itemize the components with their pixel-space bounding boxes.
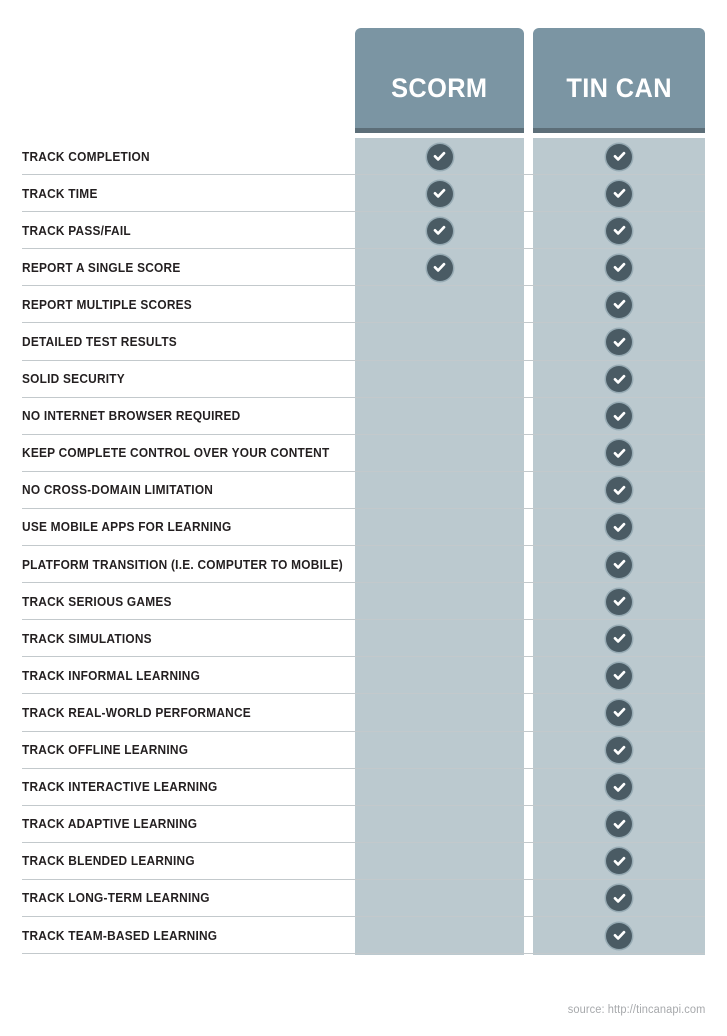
row-label: SOLID SECURITY	[22, 372, 125, 387]
table-row	[0, 769, 727, 806]
cell-tincan	[533, 175, 705, 212]
cell-tincan	[533, 286, 705, 323]
row-label: TRACK LONG-TERM LEARNING	[22, 891, 210, 906]
check-circle-icon	[427, 144, 453, 170]
table-row	[0, 249, 727, 286]
row-divider	[22, 953, 705, 954]
table-body	[0, 138, 727, 954]
cell-tincan	[533, 917, 705, 954]
check-circle-icon	[427, 255, 453, 281]
cell-scorm	[355, 880, 524, 917]
check-circle-icon	[606, 403, 632, 429]
cell-tincan	[533, 583, 705, 620]
row-label: KEEP COMPLETE CONTROL OVER YOUR CONTENT	[22, 446, 330, 461]
check-circle-icon	[427, 218, 453, 244]
cell-scorm	[355, 769, 524, 806]
row-label: TRACK REAL-WORLD PERFORMANCE	[22, 705, 251, 720]
table-row	[0, 361, 727, 398]
check-circle-icon	[606, 885, 632, 911]
cell-scorm	[355, 361, 524, 398]
row-label: TRACK PASS/FAIL	[22, 223, 131, 238]
table-row	[0, 657, 727, 694]
table-row	[0, 694, 727, 731]
cell-scorm	[355, 732, 524, 769]
check-circle-icon	[606, 440, 632, 466]
cell-scorm	[355, 657, 524, 694]
cell-scorm	[355, 917, 524, 954]
cell-tincan	[533, 435, 705, 472]
check-circle-icon	[606, 626, 632, 652]
check-circle-icon	[606, 292, 632, 318]
cell-tincan	[533, 212, 705, 249]
table-row	[0, 398, 727, 435]
column-header-scorm	[355, 28, 524, 133]
check-circle-icon	[606, 848, 632, 874]
cell-tincan	[533, 769, 705, 806]
column-header-tincan	[533, 28, 705, 133]
cell-scorm	[355, 175, 524, 212]
check-circle-icon	[606, 477, 632, 503]
check-circle-icon	[606, 255, 632, 281]
check-circle-icon	[606, 923, 632, 949]
table-row	[0, 583, 727, 620]
table-row	[0, 917, 727, 954]
cell-scorm	[355, 323, 524, 360]
cell-tincan	[533, 843, 705, 880]
table-row	[0, 880, 727, 917]
check-circle-icon	[606, 366, 632, 392]
row-label: REPORT A SINGLE SCORE	[22, 260, 181, 275]
row-label: TRACK BLENDED LEARNING	[22, 854, 195, 869]
cell-scorm	[355, 212, 524, 249]
cell-scorm	[355, 546, 524, 583]
row-label: TRACK INFORMAL LEARNING	[22, 668, 201, 683]
cell-tincan	[533, 398, 705, 435]
table-row	[0, 175, 727, 212]
check-circle-icon	[606, 514, 632, 540]
check-circle-icon	[606, 589, 632, 615]
row-label: TRACK ADAPTIVE LEARNING	[22, 817, 198, 832]
row-label: TRACK INTERACTIVE LEARNING	[22, 780, 218, 795]
table-row	[0, 323, 727, 360]
row-label: NO CROSS-DOMAIN LIMITATION	[22, 483, 214, 498]
cell-tincan	[533, 657, 705, 694]
row-label: USE MOBILE APPS FOR LEARNING	[22, 520, 232, 535]
row-label: DETAILED TEST RESULTS	[22, 335, 177, 350]
table-row	[0, 620, 727, 657]
table-row	[0, 435, 727, 472]
row-label: PLATFORM TRANSITION (I.E. COMPUTER TO MOBILE)	[22, 557, 343, 572]
row-label: TRACK TEAM-BASED LEARNING	[22, 928, 218, 943]
cell-scorm	[355, 249, 524, 286]
cell-scorm	[355, 694, 524, 731]
cell-tincan	[533, 546, 705, 583]
cell-tincan	[533, 694, 705, 731]
check-circle-icon	[606, 181, 632, 207]
check-circle-icon	[427, 181, 453, 207]
check-circle-icon	[606, 144, 632, 170]
cell-scorm	[355, 806, 524, 843]
check-circle-icon	[606, 700, 632, 726]
cell-scorm	[355, 620, 524, 657]
cell-scorm	[355, 286, 524, 323]
cell-tincan	[533, 472, 705, 509]
table-row	[0, 212, 727, 249]
source-attribution: source: http://tincanapi.com	[567, 1004, 705, 1016]
check-circle-icon	[606, 552, 632, 578]
cell-scorm	[355, 509, 524, 546]
cell-tincan	[533, 323, 705, 360]
table-row	[0, 286, 727, 323]
cell-tincan	[533, 138, 705, 175]
cell-scorm	[355, 583, 524, 620]
cell-tincan	[533, 806, 705, 843]
row-label: TRACK OFFLINE LEARNING	[22, 743, 189, 758]
cell-tincan	[533, 361, 705, 398]
check-circle-icon	[606, 218, 632, 244]
row-label: TRACK COMPLETION	[22, 149, 150, 164]
check-circle-icon	[606, 774, 632, 800]
cell-scorm	[355, 435, 524, 472]
cell-scorm	[355, 138, 524, 175]
table-row	[0, 843, 727, 880]
cell-tincan	[533, 620, 705, 657]
table-row	[0, 732, 727, 769]
row-label: TRACK TIME	[22, 186, 98, 201]
cell-scorm	[355, 843, 524, 880]
table-row	[0, 806, 727, 843]
cell-tincan	[533, 880, 705, 917]
column-header-label-tincan: TIN CAN	[566, 73, 672, 103]
table-row	[0, 138, 727, 175]
cell-scorm	[355, 472, 524, 509]
table-row	[0, 509, 727, 546]
row-label: NO INTERNET BROWSER REQUIRED	[22, 409, 241, 424]
row-label: REPORT MULTIPLE SCORES	[22, 297, 192, 312]
table-row	[0, 546, 727, 583]
column-header-label-scorm: SCORM	[391, 73, 488, 103]
row-label: TRACK SERIOUS GAMES	[22, 594, 172, 609]
cell-tincan	[533, 249, 705, 286]
check-circle-icon	[606, 737, 632, 763]
table-row	[0, 472, 727, 509]
check-circle-icon	[606, 329, 632, 355]
cell-tincan	[533, 509, 705, 546]
check-circle-icon	[606, 811, 632, 837]
cell-tincan	[533, 732, 705, 769]
cell-scorm	[355, 398, 524, 435]
check-circle-icon	[606, 663, 632, 689]
row-label: TRACK SIMULATIONS	[22, 631, 152, 646]
